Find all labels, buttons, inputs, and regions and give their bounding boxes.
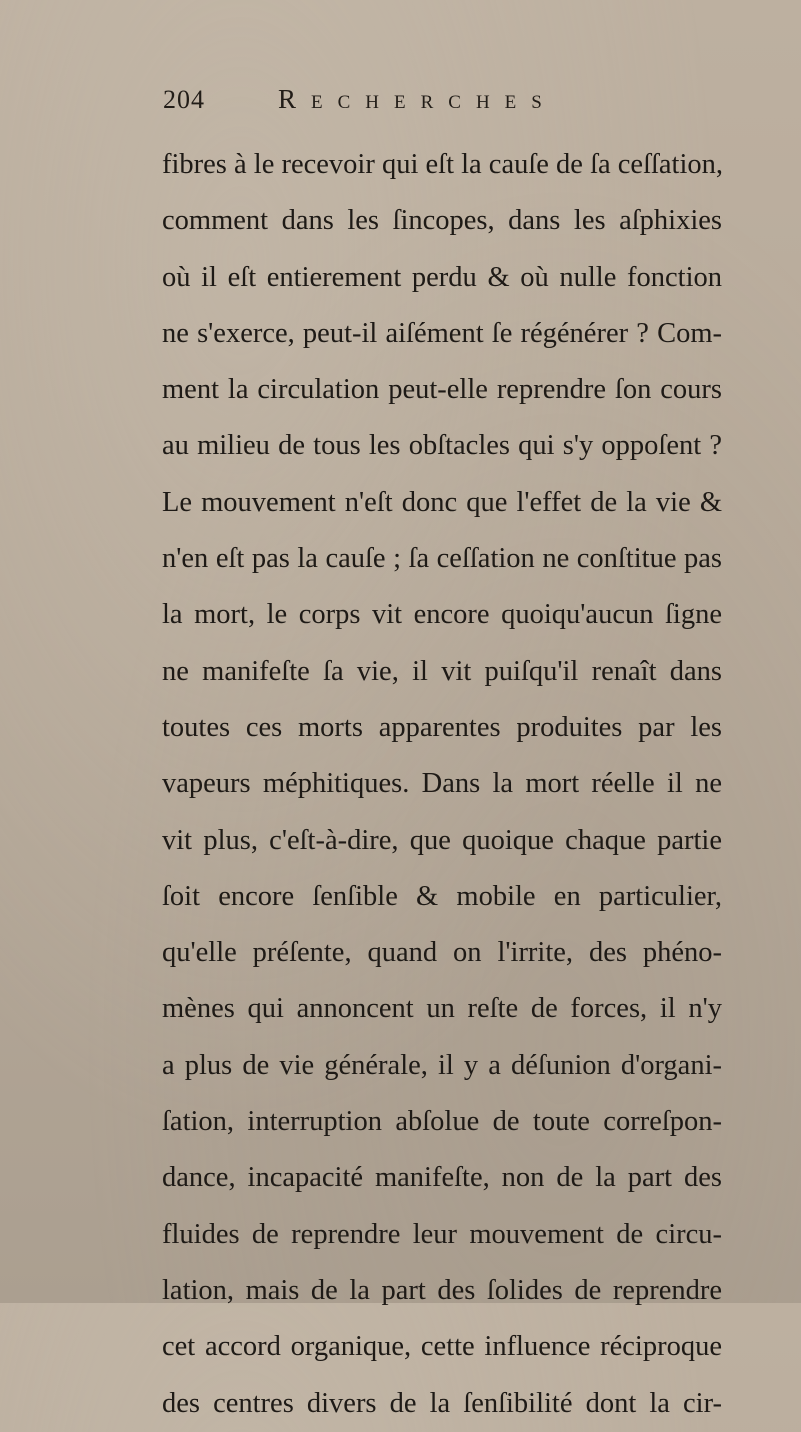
body-text xyxy=(162,137,722,1432)
text-line: ſation, interruption abſolue de toute correſpon- xyxy=(162,1106,722,1138)
running-head xyxy=(163,84,557,124)
text-line: comment dans les ſincopes, dans les aſphixies xyxy=(162,205,722,237)
text-line: dance, incapacité manifeſte, non de la part des xyxy=(162,1162,722,1194)
text-line: cet accord organique, cette influence réciproque xyxy=(162,1331,722,1363)
text-line: qu'elle préſente, quand on l'irrite, des phéno- xyxy=(162,937,722,969)
text-line: mènes qui annoncent un reſte de forces, il n'y xyxy=(162,993,722,1025)
text-line: ne s'exerce, peut-il aiſément ſe régénérer ? Com- xyxy=(162,317,722,349)
text-line: la mort, le corps vit encore quoiqu'aucun ſigne xyxy=(162,599,722,631)
running-title: Recherches xyxy=(278,84,557,114)
text-line: Le mouvement n'eſt donc que l'effet de la vie & xyxy=(162,486,722,518)
text-line: ment la circulation peut-elle reprendre ſon cours xyxy=(162,374,722,406)
text-line: n'en eſt pas la cauſe ; ſa ceſſation ne conſtitue pas xyxy=(162,543,722,575)
page-number: 204 xyxy=(163,85,205,114)
text-line: ſoit encore ſenſible & mobile en particulier, xyxy=(162,880,722,912)
text-line: fluides de reprendre leur mouvement de circu- xyxy=(162,1218,722,1250)
text-line: lation, mais de la part des ſolides de reprendre xyxy=(162,1274,722,1306)
text-line: fibres à le recevoir qui eſt la cauſe de ſa ceſſation, xyxy=(162,149,724,180)
text-line: toutes ces morts apparentes produites par les xyxy=(162,711,722,743)
text-line: où il eſt entierement perdu & où nulle fonction xyxy=(162,261,722,293)
text-line: a plus de vie générale, il y a déſunion d'organi- xyxy=(162,1049,722,1081)
text-line: vapeurs méphitiques. Dans la mort réelle il ne xyxy=(162,768,722,800)
text-line: ne manifeſte ſa vie, il vit puiſqu'il renaît dans xyxy=(162,655,722,687)
text-line: au milieu de tous les obſtacles qui s'y oppoſent ? xyxy=(162,430,722,462)
text-line: des centres divers de la ſenſibilité dont la cir- xyxy=(162,1387,722,1419)
text-line: vit plus, c'eſt-à-dire, que quoique chaque partie xyxy=(162,824,722,856)
